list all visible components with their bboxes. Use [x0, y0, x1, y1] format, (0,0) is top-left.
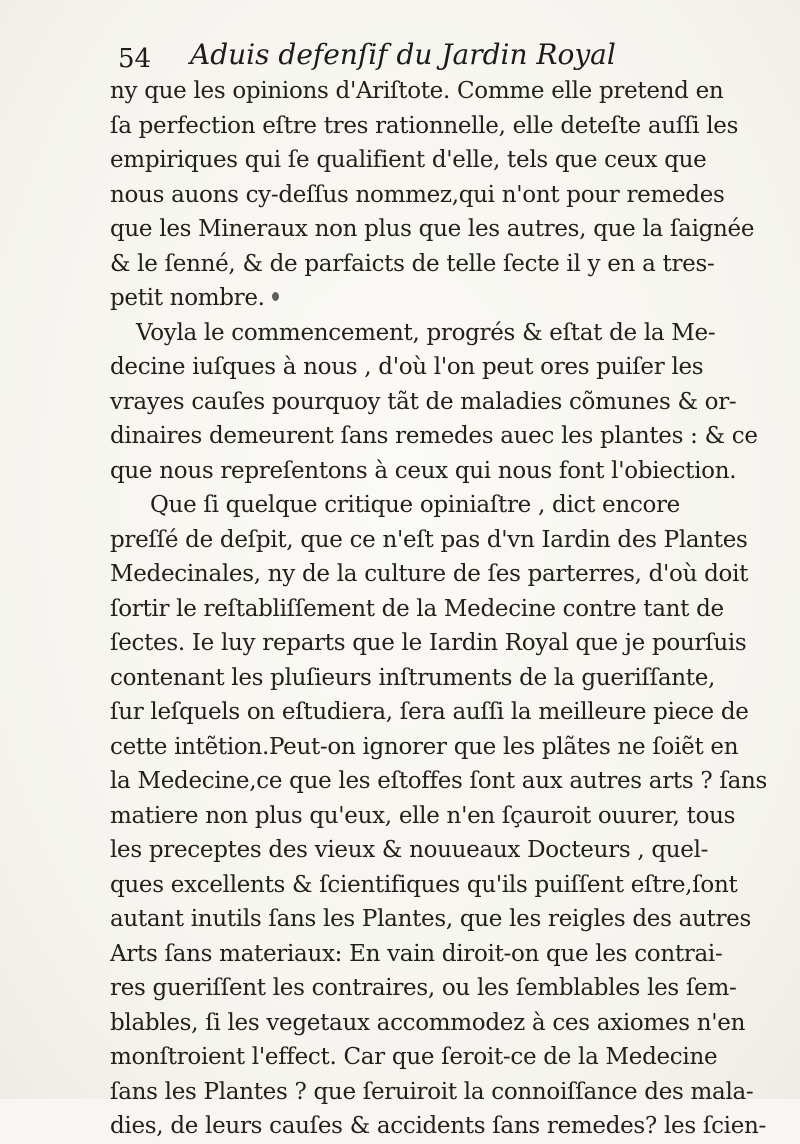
text-line: Arts ſans materiaux: En vain diroit-on que les contrai- — [110, 940, 723, 967]
text-line: contenant les pluſieurs inſtruments de la gueriſſante, — [110, 664, 716, 691]
text-line: decine iuſques à nous , d'où l'on peut ores puiſer les — [110, 354, 704, 380]
text-line: ſur leſquels on eſtudiera, ſera auſſi la meilleure piece de — [110, 699, 749, 725]
text-line: les preceptes des vieux & nouueaux Docteurs , quel- — [110, 837, 709, 863]
text-line: empiriques qui ſe qualifient d'elle, tels que ceux que — [110, 147, 707, 173]
text-line: res gueriſſent les contraires, ou les ſemblables les ſem- — [110, 975, 737, 1001]
body-text — [110, 74, 770, 1144]
text-line: ſans les Plantes ? que ſeruiroit la connoiſſance des mala- — [110, 1078, 754, 1105]
text-line: la Medecine,ce que les eſtoffes ſont aux autres arts ? ſans — [110, 768, 768, 794]
page-number: 54 — [118, 44, 152, 74]
text-line: cette intẽtion.Peut-on ignorer que les plãtes ne ſoiẽt en — [110, 733, 739, 760]
text-line: vrayes cauſes pourquoy tãt de maladies cõmunes & or- — [110, 388, 737, 415]
text-line: ſa perfection eſtre tres rationnelle, elle deteſte auſſi les — [110, 112, 739, 139]
text-line: ny que les opinions d'Ariſtote. Comme elle pretend en — [110, 78, 724, 104]
text-line: autant inutils ſans les Plantes, que les reigles des autres — [110, 906, 752, 932]
page-header — [118, 36, 738, 76]
text-line: nous auons cy-deſſus nommez,qui n'ont pour remedes — [110, 181, 725, 208]
text-line: ques excellents & ſcientifiques qu'ils puiſſent eſtre,ſont — [110, 871, 738, 898]
text-line: preſſé de deſpit, que ce n'eſt pas d'vn Iardin des Plantes — [110, 526, 748, 553]
text-line: monſtroient l'effect. Car que ſeroit-ce de la Medecine — [110, 1044, 718, 1070]
ink-speck — [272, 292, 279, 301]
text-line: matiere non plus qu'eux, elle n'en ſçauroit ouurer, tous — [110, 802, 736, 829]
text-line: dies, de leurs cauſes & accidents ſans remedes? les ſcien- — [110, 1113, 767, 1139]
text-line: petit nombre. — [110, 285, 265, 311]
text-line: dinaires demeurent ſans remedes auec les plantes : & ce — [110, 423, 758, 449]
text-line: Medecinales, ny de la culture de ſes parterres, d'où doit — [110, 561, 749, 587]
text-line: ſortir le reſtabliſſement de la Medecine contre tant de — [110, 595, 724, 622]
running-head: Aduis defenſif du Jardin Royal — [190, 38, 616, 71]
paragraph-start-line: Que ſi quelque critique opiniaſtre , dict encore — [150, 492, 680, 518]
text-line: ſectes. Ie luy reparts que le Iardin Royal que je pourſuis — [110, 630, 747, 656]
text-line: blables, ſi les vegetaux accommodez à ces axiomes n'en — [110, 1009, 746, 1036]
text-line: & le ſenné, & de parfaicts de telle ſecte il y en a tres- — [110, 250, 715, 277]
paragraph-start-line: Voyla le commencement, progrés & eſtat de la Me- — [136, 319, 716, 346]
text-line: que nous repreſentons à ceux qui nous font l'obiection. — [110, 457, 737, 484]
text-line: que les Mineraux non plus que les autres, que la ſaignée — [110, 216, 755, 242]
